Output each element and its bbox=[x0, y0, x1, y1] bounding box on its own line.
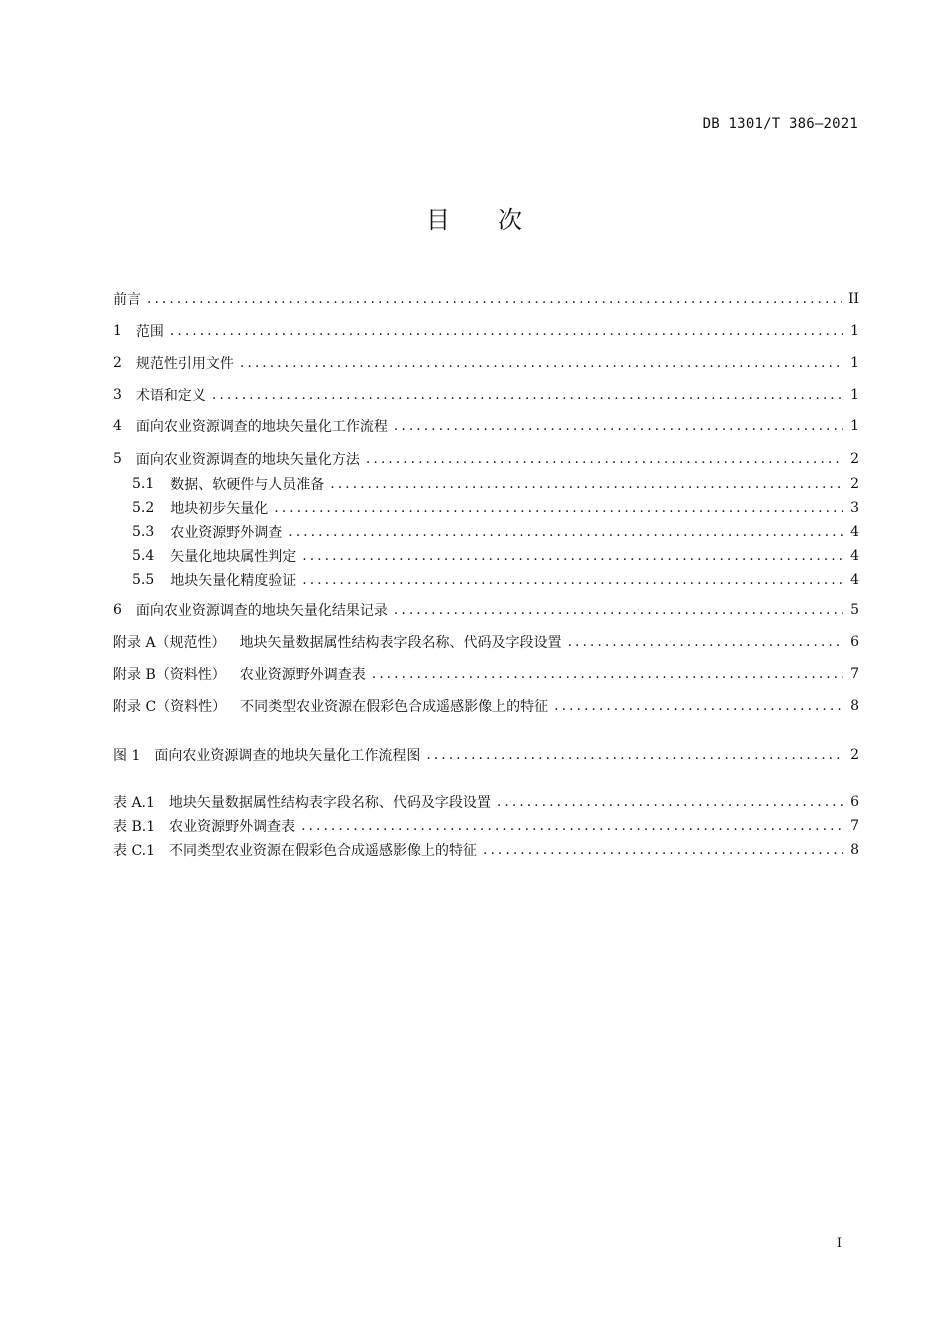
page-number: I bbox=[836, 1236, 842, 1251]
toc-leader bbox=[302, 572, 843, 588]
toc-page: 7 bbox=[850, 818, 859, 834]
toc-page: 4 bbox=[850, 524, 859, 540]
toc-number: 2 bbox=[113, 355, 122, 371]
toc-leader bbox=[483, 842, 843, 858]
toc-label: 农业资源野外调查表 bbox=[239, 667, 366, 683]
toc-entry-table-c1[interactable] bbox=[113, 839, 859, 861]
toc-leader bbox=[288, 524, 843, 540]
toc-leader bbox=[330, 476, 843, 492]
toc-entry-1[interactable] bbox=[113, 320, 859, 342]
toc-leader bbox=[302, 548, 843, 564]
toc-page: 6 bbox=[850, 794, 859, 810]
toc-number: 3 bbox=[113, 387, 122, 403]
toc-leader bbox=[274, 500, 843, 516]
toc-label: 范围 bbox=[135, 324, 164, 340]
toc-entry-5-2[interactable] bbox=[132, 497, 859, 519]
toc-number: 4 bbox=[113, 418, 122, 434]
toc-page: 6 bbox=[850, 634, 859, 650]
toc-leader bbox=[240, 355, 843, 371]
toc-page: 3 bbox=[850, 500, 859, 516]
toc-number: 5.5 bbox=[132, 572, 155, 588]
toc-label: 农业资源野外调查 bbox=[170, 525, 283, 541]
toc-leader bbox=[394, 602, 843, 618]
page-title bbox=[0, 200, 950, 235]
toc-page: 1 bbox=[850, 323, 859, 339]
toc-leader bbox=[372, 666, 843, 682]
toc-leader bbox=[426, 747, 843, 763]
toc-page: 1 bbox=[850, 418, 859, 434]
toc-leader bbox=[212, 387, 843, 403]
toc-leader bbox=[554, 698, 843, 714]
toc-label: 术语和定义 bbox=[135, 388, 206, 404]
toc-number: 表 C.1 bbox=[113, 843, 156, 859]
toc-page: 7 bbox=[850, 666, 859, 682]
toc-label: 矢量化地块属性判定 bbox=[170, 549, 297, 565]
toc-page: 2 bbox=[850, 747, 859, 763]
title-part-1: 目 bbox=[426, 206, 452, 234]
toc-page: II bbox=[847, 291, 859, 307]
toc-page: 1 bbox=[850, 355, 859, 371]
toc-label: 地块矢量数据属性结构表字段名称、代码及字段设置 bbox=[239, 635, 562, 651]
title-part-2: 次 bbox=[498, 206, 524, 234]
toc-entry-table-b1[interactable] bbox=[113, 815, 859, 837]
standard-code: DB 1301/T 386—2021 bbox=[702, 116, 858, 132]
toc-entry-foreword[interactable] bbox=[113, 288, 859, 310]
toc-page: 1 bbox=[850, 387, 859, 403]
toc-entry-table-a1[interactable] bbox=[113, 791, 859, 813]
toc-page: 2 bbox=[850, 476, 859, 492]
toc-number: 5.2 bbox=[132, 500, 155, 516]
toc-number: 5 bbox=[113, 451, 122, 467]
toc-page: 4 bbox=[850, 548, 859, 564]
toc-entry-appendix-a[interactable] bbox=[113, 631, 859, 653]
toc-number: 附录 A（规范性） bbox=[113, 635, 226, 651]
toc-entry-appendix-b[interactable] bbox=[113, 663, 859, 685]
toc-label: 规范性引用文件 bbox=[135, 356, 234, 372]
toc-label: 面向农业资源调查的地块矢量化工作流程 bbox=[135, 419, 388, 435]
toc-number: 5.3 bbox=[132, 524, 155, 540]
toc-leader bbox=[568, 634, 843, 650]
toc-number: 1 bbox=[113, 323, 122, 339]
toc-label: 面向农业资源调查的地块矢量化方法 bbox=[135, 452, 360, 468]
toc-label: 数据、软硬件与人员准备 bbox=[170, 477, 325, 493]
toc-number: 6 bbox=[113, 602, 122, 618]
toc-entry-5-4[interactable] bbox=[132, 545, 859, 567]
toc-entry-2[interactable] bbox=[113, 352, 859, 374]
toc-number: 图 1 bbox=[113, 748, 141, 764]
toc-leader bbox=[301, 818, 843, 834]
toc-label: 不同类型农业资源在假彩色合成遥感影像上的特征 bbox=[240, 699, 549, 715]
toc-page: 5 bbox=[850, 602, 859, 618]
toc-number: 表 A.1 bbox=[113, 795, 155, 811]
toc-number: 表 B.1 bbox=[113, 819, 156, 835]
toc-leader bbox=[366, 451, 843, 467]
toc-label: 不同类型农业资源在假彩色合成遥感影像上的特征 bbox=[169, 843, 478, 859]
toc-label: 地块矢量化精度验证 bbox=[170, 573, 297, 589]
toc-number: 附录 C（资料性） bbox=[113, 699, 227, 715]
toc-number: 附录 B（资料性） bbox=[113, 667, 226, 683]
toc-entry-appendix-c[interactable] bbox=[113, 695, 859, 717]
toc-entry-5[interactable] bbox=[113, 448, 859, 470]
toc-label: 地块矢量数据属性结构表字段名称、代码及字段设置 bbox=[168, 795, 491, 811]
toc-number: 5.1 bbox=[132, 476, 155, 492]
toc-page: 2 bbox=[850, 451, 859, 467]
toc-entry-5-5[interactable] bbox=[132, 569, 859, 591]
toc-leader bbox=[394, 418, 843, 434]
toc-entry-5-3[interactable] bbox=[132, 521, 859, 543]
toc-entry-6[interactable] bbox=[113, 599, 859, 621]
toc-label: 前言 bbox=[113, 292, 141, 308]
toc-label: 面向农业资源调查的地块矢量化工作流程图 bbox=[154, 748, 421, 764]
toc-page: 8 bbox=[850, 698, 859, 714]
toc-leader bbox=[170, 323, 843, 339]
toc-page: 8 bbox=[850, 842, 859, 858]
toc-leader bbox=[147, 291, 842, 307]
toc-label: 地块初步矢量化 bbox=[170, 501, 269, 517]
toc-label: 农业资源野外调查表 bbox=[169, 819, 296, 835]
toc-entry-3[interactable] bbox=[113, 384, 859, 406]
toc-label: 面向农业资源调查的地块矢量化结果记录 bbox=[135, 603, 388, 619]
toc-entry-5-1[interactable] bbox=[132, 473, 859, 495]
toc-leader bbox=[497, 794, 843, 810]
toc-entry-4[interactable] bbox=[113, 415, 859, 437]
toc-entry-figure-1[interactable] bbox=[113, 744, 859, 766]
toc-number: 5.4 bbox=[132, 548, 155, 564]
toc-page: 4 bbox=[850, 572, 859, 588]
